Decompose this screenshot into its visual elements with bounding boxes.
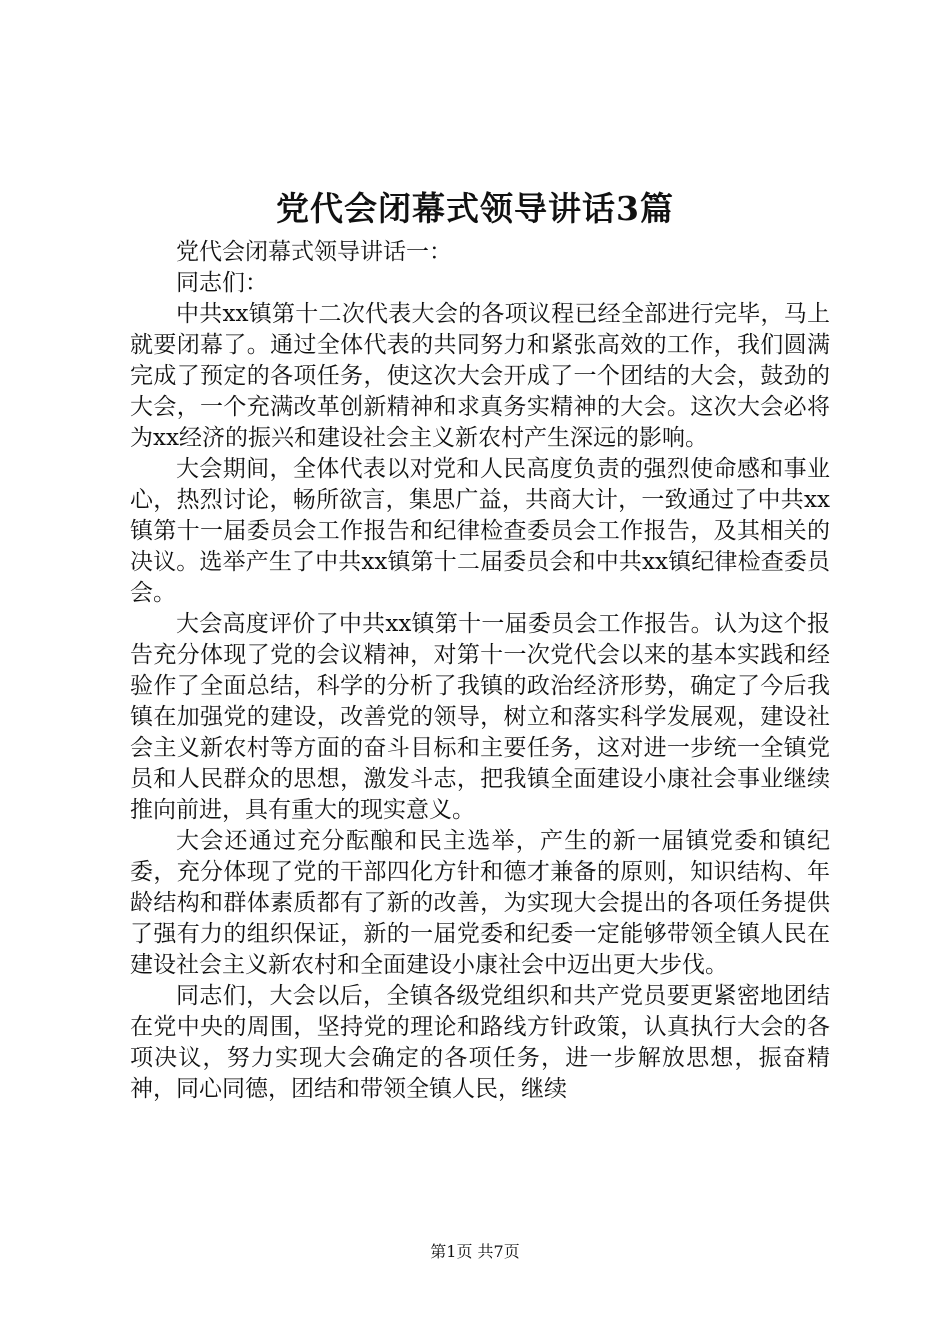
paragraph: 同志们，大会以后，全镇各级党组织和共产党员要更紧密地团结在党中央的周围，坚持党的理论和路线方针政策，认真执行大会的各项决议，努力实现大会确定的各项任务，进一步解放思想，振奋精神，同心同德，团结和带领全镇人民，继续: [130, 983, 830, 1102]
paragraph: 大会高度评价了中共xx镇第十一届委员会工作报告。认为这个报告充分体现了党的会议精神，对第十一次党代会以来的基本实践和经验作了全面总结，科学的分析了我镇的政治经济形势，确定了今后我镇在加强党的建设，改善党的领导，树立和落实科学发展观，建设社会主义新农村等方面的奋斗目标和主要任务，这对进一步统一全镇党员和人民群众的思想，激发斗志，把我镇全面建设小康社会事业继续推向前进，具有重大的现实意义。: [130, 611, 830, 823]
paragraph: 中共xx镇第十二次代表大会的各项议程已经全部进行完毕，马上就要闭幕了。通过全体代表的共同努力和紧张高效的工作，我们圆满完成了预定的各项任务，使这次大会开成了一个团结的大会，鼓劲的大会，一个充满改革创新精神和求真务实精神的大会。这次大会必将为xx经济的振兴和建设社会主义新农村产生深远的影响。: [130, 301, 830, 451]
salutation: 同志们：: [176, 270, 268, 296]
document-title: 党代会闭幕式领导讲话3篇: [276, 189, 674, 228]
section-heading: 党代会闭幕式领导讲话一：: [176, 239, 452, 265]
paragraph: 大会还通过充分酝酿和民主选举，产生的新一届镇党委和镇纪委，充分体现了党的干部四化方针和德才兼备的原则，知识结构、年龄结构和群体素质都有了新的改善，为实现大会提出的各项任务提供了强有力的组织保证，新的一届党委和纪委一定能够带领全镇人民在建设社会主义新农村和全面建设小康社会中迈出更大步伐。: [130, 828, 830, 978]
document-body: [130, 237, 830, 1105]
page-footer: 第1页 共7页: [430, 1242, 520, 1261]
paragraph: 大会期间，全体代表以对党和人民高度负责的强烈使命感和事业心，热烈讨论，畅所欲言，集思广益，共商大计，一致通过了中共xx镇第十一届委员会工作报告和纪律检查委员会工作报告，及其相关的决议。选举产生了中共xx镇第十二届委员会和中共xx镇纪律检查委员会。: [130, 456, 830, 606]
